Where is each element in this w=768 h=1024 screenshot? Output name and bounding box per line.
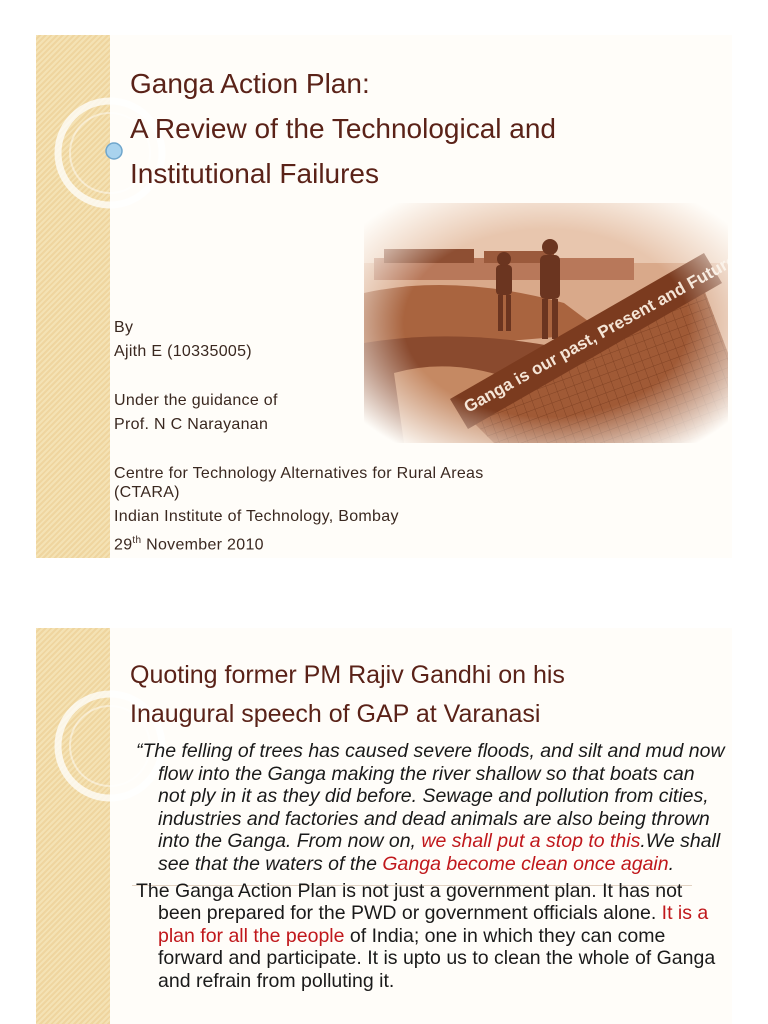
quote2-text-1: The Ganga Action Plan is not just a government plan. It has not been prepared for the PWD or government officials alone. (136, 879, 683, 925)
slide-title-line-3: Institutional Failures (130, 158, 380, 189)
quote1-text-1: “The felling of trees has caused severe floods, and silt and mud now flow into the Ganga making the river shallow so that boats can not ply in it as they did before. Sewage and pollution from cities, industries and factories and dead animals are also being thrown into the Ganga. From now on, (136, 740, 725, 853)
guidance-label: Under the guidance of (114, 392, 278, 409)
date-rest: November 2010 (141, 536, 264, 554)
slide-1 (36, 35, 732, 558)
author: Ajith E (10335005) (114, 343, 252, 360)
slide-title-line-1: Ganga Action Plan: (130, 68, 370, 99)
quote1-highlight-1: we shall put a stop to this (421, 830, 641, 853)
slide-title-line-2: Inaugural speech of GAP at Varanasi (130, 700, 541, 728)
quote1-text-2: .We shall see that the waters of the (158, 830, 721, 875)
date-day: 29 (114, 536, 133, 554)
slide-title-line-2: A Review of the Technological and (130, 113, 556, 144)
slide-2 (36, 628, 732, 1024)
by-label: By (114, 319, 134, 336)
date-suffix: th (132, 535, 142, 546)
quote1-highlight-2: Ganga become clean once again (382, 852, 669, 875)
date (114, 531, 264, 555)
quote-paragraph-2 (136, 880, 726, 993)
slide-title-line-1: Quoting former PM Rajiv Gandhi on his (130, 661, 565, 689)
guide-name: Prof. N C Narayanan (114, 416, 269, 433)
quote2-highlight-1: It is a plan for all the people (158, 902, 709, 947)
centre-line-2: (CTARA) (114, 484, 180, 501)
quote1-text-3: . (668, 852, 675, 875)
institute: Indian Institute of Technology, Bombay (114, 508, 399, 525)
quote2-text-2: of India; one in which they can come forward and participate. It is upto us to clean the whole of Ganga and refrain from polluting it. (158, 924, 716, 992)
quote-paragraph-1 (136, 740, 726, 876)
centre-line-1: Centre for Technology Alternatives for Rural Areas (114, 465, 484, 482)
river-photo (364, 203, 728, 443)
quote-body (136, 740, 726, 993)
